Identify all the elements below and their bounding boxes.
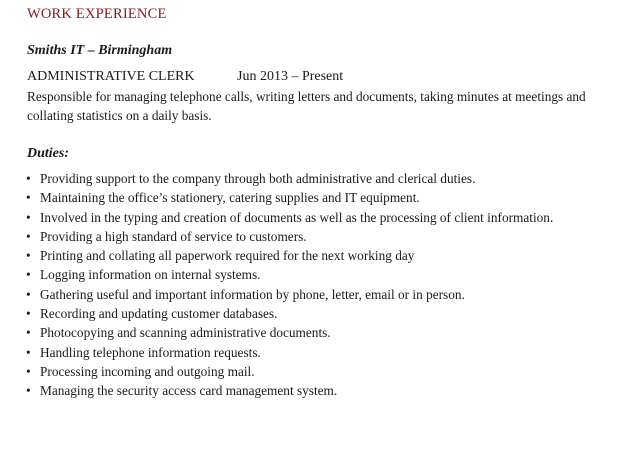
bullet-icon: • (26, 209, 31, 225)
duty-text: Providing support to the company through both administrative and clerical duties. (40, 171, 476, 186)
duties-list (27, 169, 587, 401)
duty-text: Gathering useful and important information by phone, letter, email or in person. (40, 286, 465, 302)
job-description: Responsible for managing telephone calls, writing letters and documents, taking minutes at meetings and collating statistics on a daily basis. (27, 89, 586, 123)
resume-page (27, 4, 622, 401)
role-line (27, 68, 622, 86)
duty-text: Maintaining the office’s stationery, catering supplies and IT equipment. (40, 190, 420, 206)
duty-text: Logging information on internal systems. (40, 267, 261, 283)
duty-item (27, 169, 587, 188)
bullet-icon: • (26, 267, 31, 283)
duty-text: Managing the security access card management system. (40, 383, 338, 399)
duty-text: Involved in the typing and creation of documents as well as the processing of client information. (40, 209, 554, 225)
bullet-icon: • (26, 325, 31, 341)
employer-name: Smiths IT – Birmingham (27, 43, 173, 58)
bullet-icon: • (26, 286, 31, 302)
bullet-icon: • (26, 383, 31, 399)
bullet-icon: • (26, 171, 31, 186)
job-dates: Jun 2013 – Present (237, 69, 344, 84)
duty-item (27, 285, 587, 304)
bullet-icon: • (26, 363, 31, 379)
duty-item (27, 208, 587, 227)
duty-text: Providing a high standard of service to customers. (40, 228, 307, 244)
duty-text: Recording and updating customer databases. (40, 306, 278, 322)
bullet-icon: • (26, 228, 31, 244)
duty-item (27, 304, 587, 323)
bullet-icon: • (26, 248, 31, 264)
duty-text: Printing and collating all paperwork required for the next working day (40, 248, 415, 264)
bullet-icon: • (26, 344, 31, 360)
duty-item (27, 227, 587, 246)
duty-item (27, 246, 587, 265)
duty-text: Photocopying and scanning administrative documents. (40, 325, 331, 341)
duty-text: Processing incoming and outgoing mail. (40, 363, 255, 379)
duty-item (27, 362, 587, 381)
bullet-icon: • (26, 306, 31, 322)
duty-item (27, 343, 587, 362)
duties-label: Duties: (27, 146, 69, 161)
duty-item (27, 323, 587, 342)
duty-item (27, 265, 587, 284)
duty-item (27, 381, 587, 400)
duty-item (27, 188, 587, 207)
duty-text: Handling telephone information requests. (40, 344, 261, 360)
bullet-icon: • (26, 190, 31, 206)
section-heading: WORK EXPERIENCE (27, 6, 167, 22)
job-title: ADMINISTRATIVE CLERK (27, 69, 195, 84)
